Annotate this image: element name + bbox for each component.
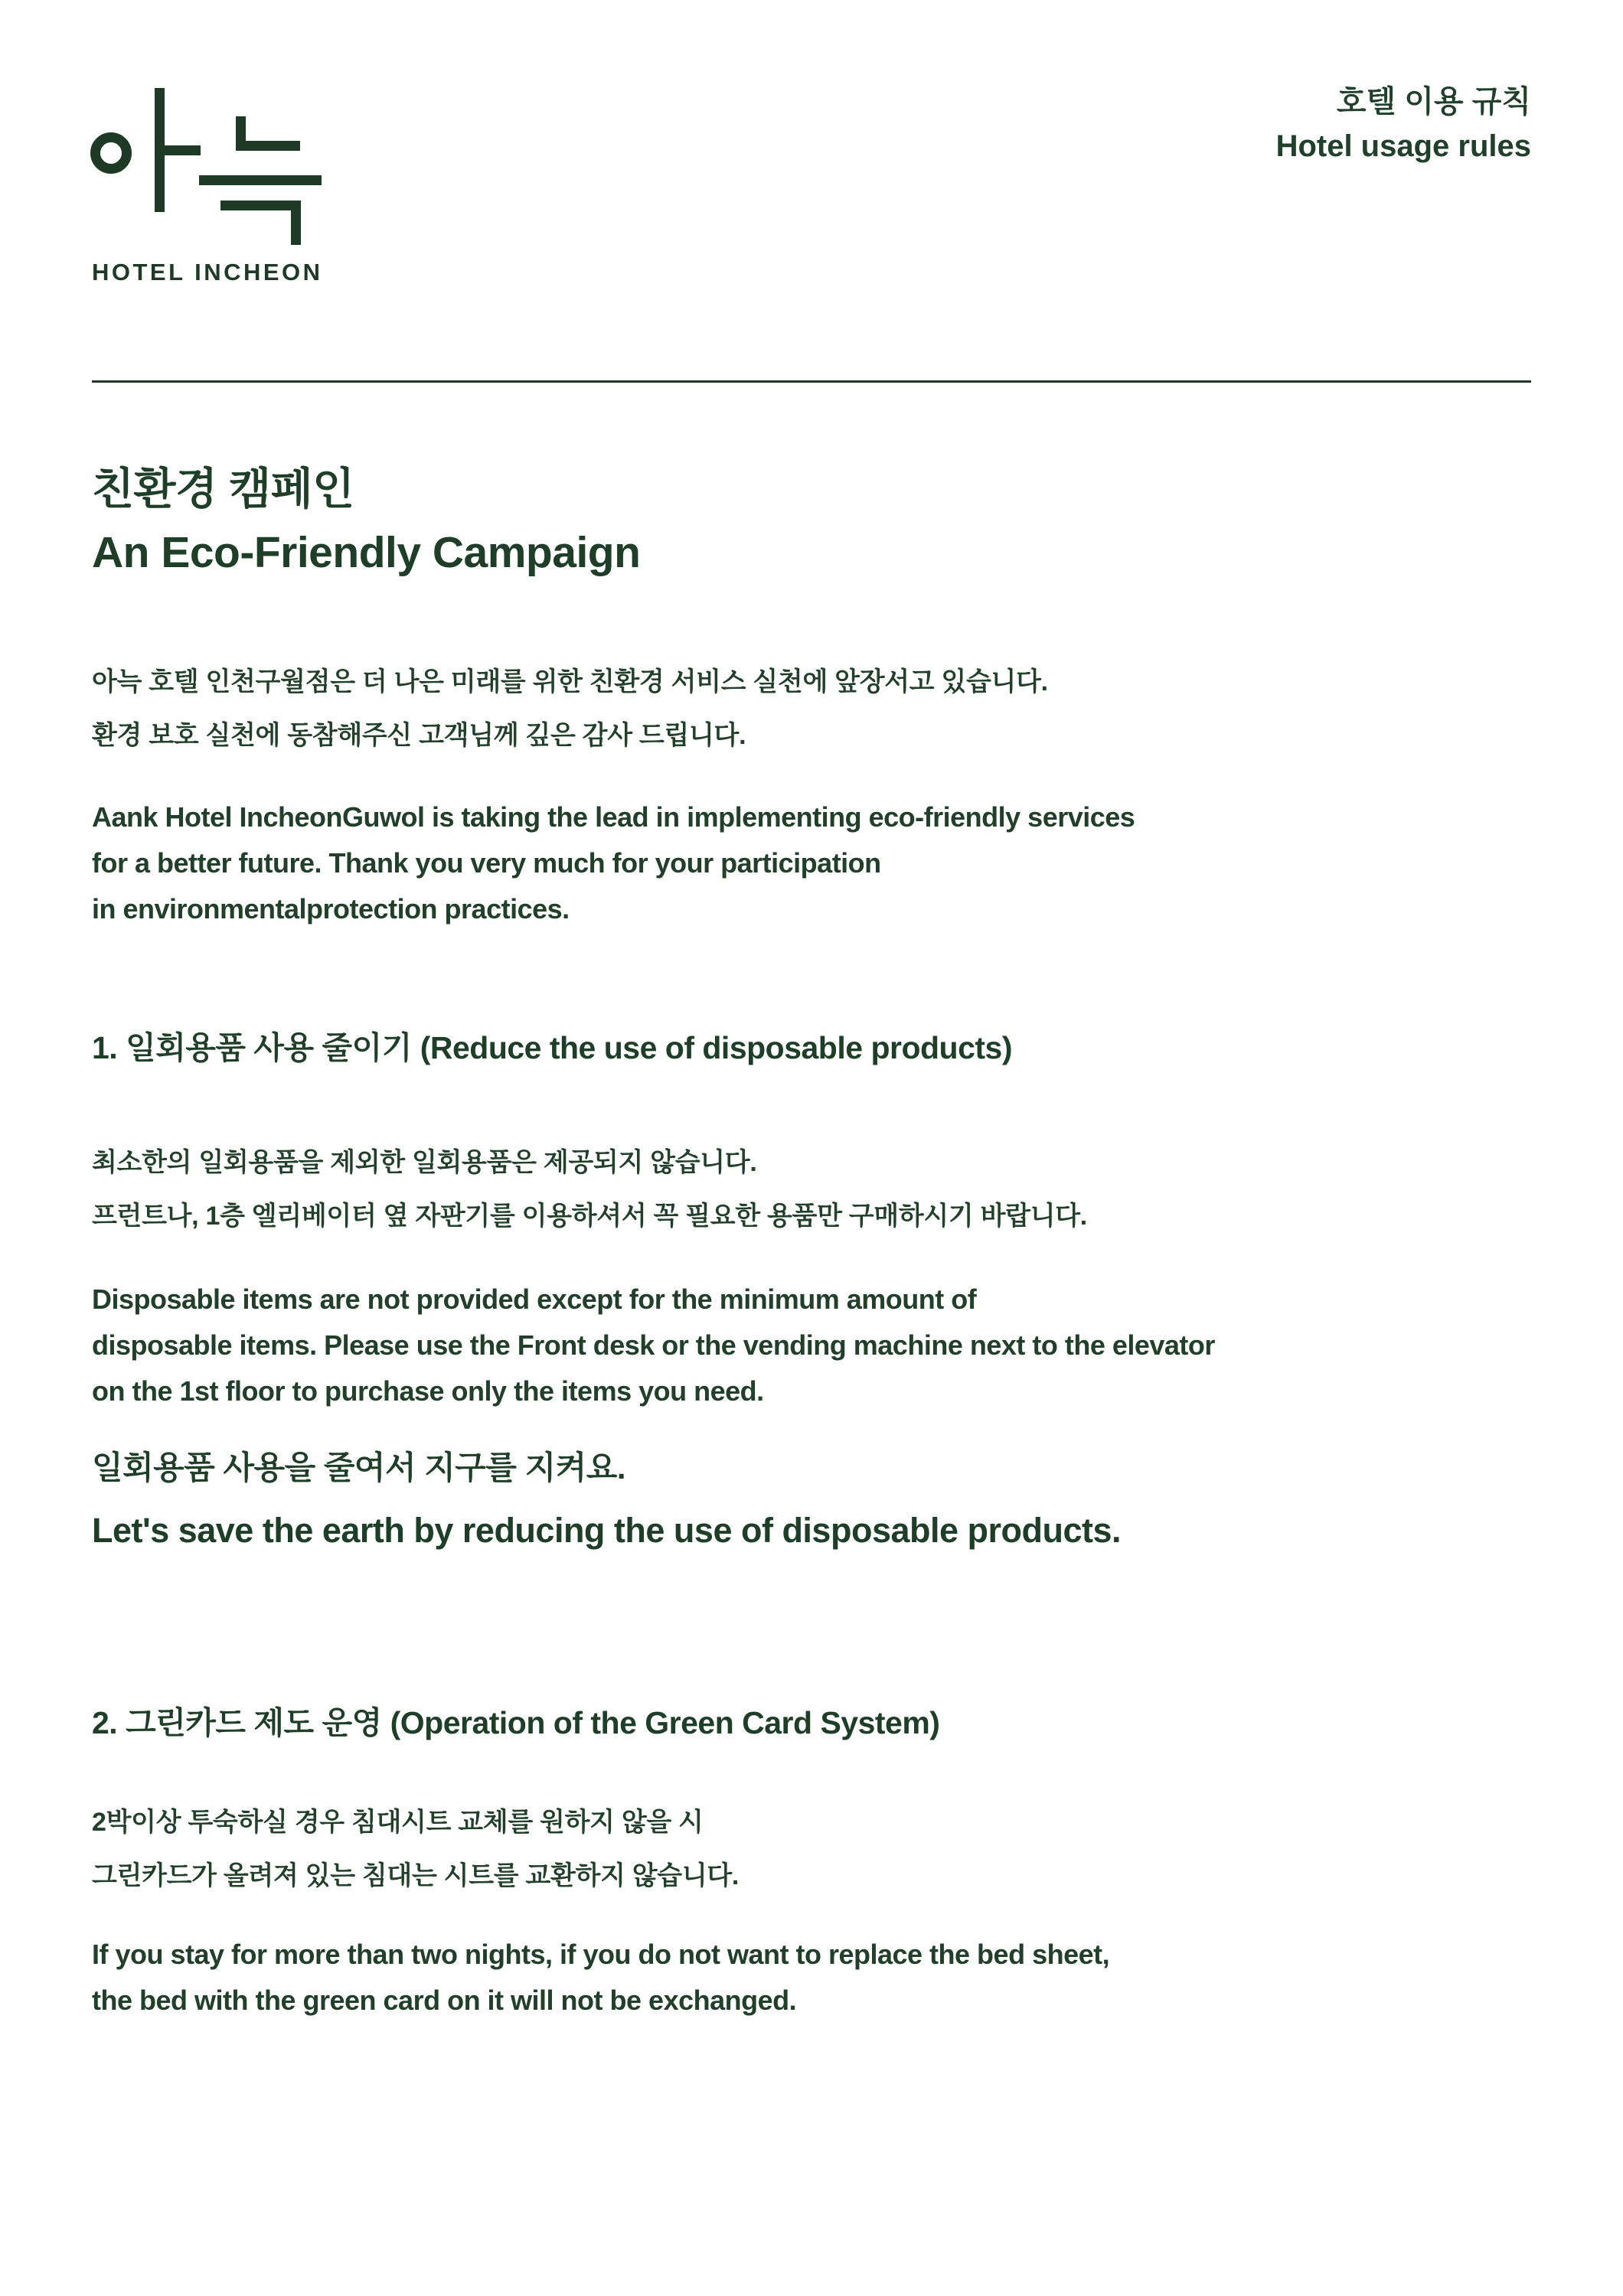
intro-kr-line: 환경 보호 실천에 동참해주신 고객님께 깊은 감사 드립니다. (92, 721, 746, 750)
usage-rules-label (1276, 80, 1531, 168)
section-1-en-line: on the 1st floor to purchase only the items you need. (92, 1375, 764, 1407)
section-2-kr-line: 그린카드가 올려져 있는 침대는 시트를 교환하지 않습니다. (92, 1861, 740, 1890)
intro-kr-line: 아늑 호텔 인천구월점은 더 나은 미래를 위한 친환경 서비스 실천에 앞장서고 있습니다. (92, 667, 1048, 696)
intro-en-line: Aank Hotel IncheonGuwol is taking the lead in implementing eco-friendly services (92, 801, 1135, 833)
intro-paragraph-kr (92, 655, 1048, 762)
page-title-kr: 친환경 캠페인 (92, 465, 354, 514)
usage-rules-label-en: Hotel usage rules (1275, 129, 1531, 163)
section-2-kr-line: 2박이상 투숙하실 경우 침대시트 교체를 원하지 않을 시 (92, 1808, 704, 1837)
section-1-heading: 1. 일회용품 사용 줄이기 (Reduce the use of disposable products) (92, 1030, 1012, 1065)
section-1-emphasis-en: Let's save the earth by reducing the use of disposable products. (92, 1511, 1122, 1550)
header-divider (92, 380, 1531, 383)
intro-en-line: for a better future. Thank you very much for your participation (92, 847, 881, 879)
section-1-en-line: disposable items. Please use the Front desk or the vending machine next to the elevator (92, 1329, 1215, 1361)
section-1-paragraph-en (92, 1277, 1215, 1414)
page-title (92, 458, 640, 585)
section-1-kr-line: 프런트나, 1층 엘리베이터 옆 자판기를 이용하셔서 꼭 필요한 용품만 구매하시기 바랍니다. (92, 1202, 1087, 1231)
section-1-paragraph-kr (92, 1136, 1087, 1243)
intro-en-line: in environmentalprotection practices. (92, 893, 570, 925)
section-1-kr-line: 최소한의 일회용품을 제외한 일회용품은 제공되지 않습니다. (92, 1148, 757, 1177)
intro-paragraph-en (92, 794, 1135, 932)
logo-hotel-name: HOTEL INCHEON (92, 259, 323, 285)
page-title-en: An Eco-Friendly Campaign (92, 528, 641, 577)
section-2-paragraph-en (92, 1932, 1109, 2024)
section-2-heading: 2. 그린카드 제도 운영 (Operation of the Green Card System) (92, 1705, 940, 1740)
logo-symbol-text (0, 0, 1, 1)
aank-hotel-logo-icon (90, 86, 324, 248)
section-2-en-line: If you stay for more than two nights, if you do not want to replace the bed sheet, (92, 1939, 1110, 1970)
section-2-paragraph-kr (92, 1795, 739, 1903)
section-1-en-line: Disposable items are not provided except for the minimum amount of (92, 1283, 977, 1315)
section-1-emphasis-kr: 일회용품 사용을 줄여서 지구를 지켜요. (92, 1450, 625, 1486)
usage-rules-label-kr: 호텔 이용 규칙 (1336, 85, 1531, 119)
section-2-en-line: the bed with the green card on it will not be exchanged. (92, 1985, 797, 2016)
